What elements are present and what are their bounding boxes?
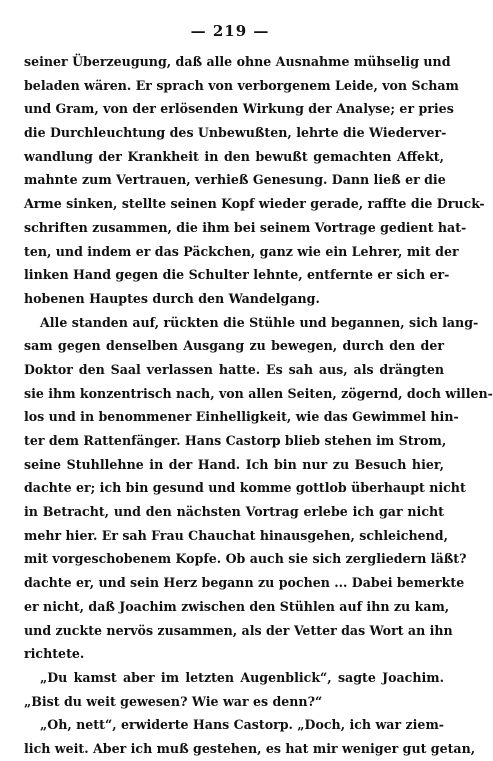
text-line: und Gram, von der erlösenden Wirkung der Analyse; er pries xyxy=(24,101,454,117)
text-line: schriften zusammen, die ihm bei seinem Vortrage gedient hat- xyxy=(24,219,467,235)
text-line: los und in benommener Einhelligkeit, wie das Gewimmel hin- xyxy=(24,409,459,425)
text-line: dachte er, und sein Herz begann zu pochen ... Dabei bemerkte xyxy=(24,575,465,591)
text-line: linken Hand gegen die Schulter lehnte, entfernte er sich er- xyxy=(24,267,450,283)
text-line: wandlung der Krankheit in den bewußt gemachten Affekt, xyxy=(24,148,444,164)
text-line: mahnte zum Vertrauen, verhieß Genesung. Dann ließ er die xyxy=(24,172,446,188)
body-text xyxy=(24,50,493,761)
text-line: dachte er; ich bin gesund und komme gottlob überhaupt nicht xyxy=(24,480,466,496)
text-line: und zuckte nervös zusammen, als der Vetter das Wort an ihn xyxy=(24,622,453,638)
text-line: seine Stuhllehne in der Hand. Ich bin nur zu Besuch hier, xyxy=(24,456,444,472)
text-line: sie ihm konzentrisch nach, von allen Seiten, zögernd, doch willen- xyxy=(24,385,493,401)
text-line: er nicht, daß Joachim zwischen den Stühlen auf ihn zu kam, xyxy=(24,598,450,614)
text-line: „Oh, nett“, erwiderte Hans Castorp. „Doch, ich war ziem- xyxy=(40,717,444,733)
text-line: sam gegen denselben Ausgang zu bewegen, durch den der xyxy=(24,338,444,354)
text-line: die Durchleuchtung des Unbewußten, lehrte die Wiederver- xyxy=(24,125,447,141)
text-line: „Bist du weit gewesen? Wie war es denn?“ xyxy=(24,693,323,709)
page-number: — 219 — xyxy=(190,22,270,40)
text-line: lich weit. Aber ich muß gestehen, es hat mir weniger gut getan, xyxy=(24,740,476,756)
text-line: richtete. xyxy=(24,646,85,662)
text-line: seiner Überzeugung, daß alle ohne Ausnahme mühselig und xyxy=(24,54,451,69)
text-line: hobenen Hauptes durch den Wandelgang. xyxy=(24,290,320,306)
text-line: mehr hier. Er sah Frau Chauchat hinausgehen, schleichend, xyxy=(24,527,448,543)
text-line: Doktor den Saal verlassen hatte. Es sah aus, als drängten xyxy=(24,361,444,377)
text-line: mit vorgeschobenem Kopfe. Ob auch sie sich zergliedern läßt? xyxy=(24,551,467,567)
text-line: Arme sinken, stellte seinen Kopf wieder gerade, raffte die Druck- xyxy=(24,196,485,212)
text-line: „Du kamst aber im letzten Augenblick“, sagte Joachim. xyxy=(40,669,444,685)
text-line: beladen wären. Er sprach von verborgenem Leide, von Scham xyxy=(24,77,459,93)
text-line: ter dem Rattenfänger. Hans Castorp blieb stehen im Strom, xyxy=(24,433,447,448)
text-line: Alle standen auf, rückten die Stühle und begannen, sich lang- xyxy=(40,314,479,330)
text-line: ten, und indem er das Päckchen, ganz wie ein Lehrer, mit der xyxy=(24,243,459,259)
text-line: in Betracht, und den nächsten Vortrag erlebe ich gar nicht xyxy=(24,504,444,520)
